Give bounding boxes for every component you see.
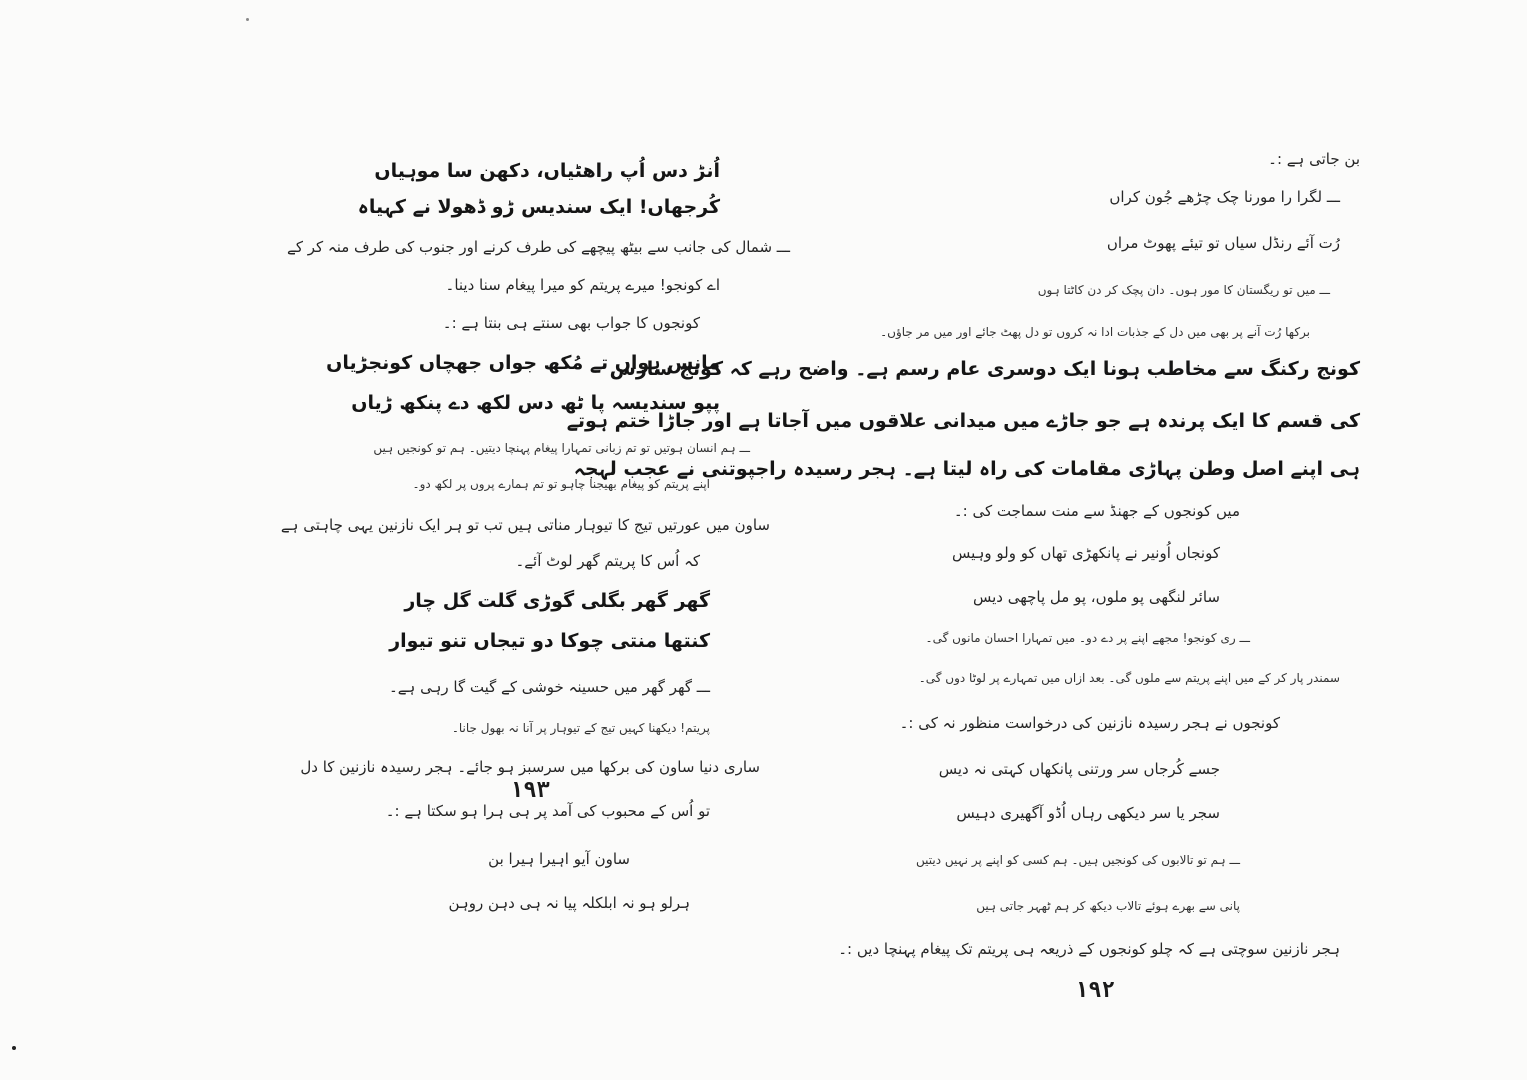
- text-line: سائر لنگھی پو ملوں، پو مل پاچھی دیس: [972, 588, 1220, 606]
- text-line: بن جاتی ہے :۔: [1268, 150, 1360, 168]
- text-line: کونجوں کا جواب بھی سنتے ہی بنتا ہے :۔: [442, 314, 700, 332]
- text-line: کونج رکنگ سے مخاطب ہونا ایک دوسری عام رسم ہے۔ واضح رہے کہ کونج سارس: [609, 358, 1360, 380]
- text-line: مانس ہواں تے مُکھ جواں جھچاں کونجڑیاں: [326, 352, 720, 374]
- text-line: ساری دنیا ساون کی برکھا میں سرسبز ہو جائے۔ ہجر رسیدہ نازنین کا دل: [300, 758, 760, 776]
- text-line: برکھا رُت آنے پر بھی میں دل کے جذبات ادا نہ کروں تو دل پھٹ جائے اور میں مر جاؤں۔: [880, 325, 1310, 339]
- text-line: اے کونجو! میرے پریتم کو میرا پیغام سنا دینا۔: [445, 276, 720, 294]
- text-line: ـــ گھر گھر میں حسینہ خوشی کے گیت گا رہی ہے۔: [388, 678, 710, 696]
- text-line: پپو سندیسہ پا ٹھ دس لکھ دے پنکھ ڑیاں: [351, 392, 720, 414]
- text-line: ـــ میں تو ریگستان کا مور ہوں۔ دان پچک کر دن کاٹتا ہوں: [1037, 283, 1330, 297]
- text-line: پانی سے بھرے ہوئے تالاب دیکھ کر ہم ٹھہر جاتی ہیں: [976, 899, 1240, 913]
- text-line: کُرجھاں! ایک سندیس ڑو ڈھولا نے کہیاہ: [357, 196, 720, 218]
- scan-speck: [246, 18, 249, 21]
- text-line: کونجاں اُونیر نے پانکھڑی تھاں کو ولو وہیس: [951, 544, 1220, 562]
- text-line: جسے کُرجاں سر ورتنی پانکھاں کہتی نہ دیس: [938, 760, 1220, 778]
- text-line: میں کونجوں کے جھنڈ سے منت سماجت کی :۔: [953, 502, 1240, 520]
- text-line: رُت آئے رنڈل سیاں تو تیئے پھوٹ مراں: [1106, 234, 1340, 252]
- text-line: ـــ لگرا را مورنا چک چڑھے جُون کراں: [1109, 188, 1340, 206]
- text-line: ہرلو ہو نہ ابلکلہ پیا نہ ہی دہن روہن: [448, 894, 690, 912]
- text-line: تو اُس کے محبوب کی آمد پر ہی ہرا ہو سکتا ہے :۔: [385, 802, 710, 820]
- text-line: کہ اُس کا پریتم گھر لوٹ آئے۔: [515, 552, 700, 570]
- text-line: ـــ ہم انسان ہوتیں تو تم زبانی تمہارا پیغام پہنچا دیتیں۔ ہم تو کونجیں ہیں: [373, 441, 750, 455]
- text-line: اُنڑ دس اُپ راھٹیاں، دکھن سا موہیاں: [374, 160, 720, 182]
- text-line: ہجر نازنین سوچتی ہے کہ چلو کونجوں کے ذریعہ ہی پریتم تک پیغام پہنچا دیں :۔: [838, 940, 1340, 958]
- page-number-right: ۱۹۲: [1075, 978, 1115, 1003]
- scan-speck: [12, 1046, 16, 1050]
- text-line: ہی اپنے اصل وطن پہاڑی مقامات کی راہ لیتا ہے۔ ہجر رسیدہ راجپوتنی نے عجب لہجہ: [573, 458, 1360, 480]
- text-line: ـــ شمال کی جانب سے بیٹھ پیچھے کی طرف کرنے اور جنوب کی طرف منہ کر کے: [287, 238, 790, 256]
- text-line: سجر یا سر دیکھی رہاں اُڈو آگھیری دہیس: [956, 804, 1220, 822]
- text-line: سمندر پار کر کے میں اپنے پریتم سے ملوں گی۔ بعد ازاں میں تمہارے پر لوٹا دوں گی۔: [918, 671, 1340, 685]
- text-line: گھر گھر بگلی گوڑی گلت گل چار: [404, 590, 710, 612]
- text-line: ـــ ہم تو تالابوں کی کونجیں ہیں۔ ہم کسی کو اپنے پر نہیں دیتیں: [916, 853, 1240, 867]
- text-line: کونجوں نے ہجر رسیدہ نازنین کی درخواست منظور نہ کی :۔: [899, 714, 1280, 732]
- text-line: ـــ ری کونجو! مجھے اپنے پر دے دو۔ میں تمہارا احسان مانوں گی۔: [925, 631, 1250, 645]
- text-line: اپنے پریتم کو پیغام بھیجنا چاہو تو تم ہمارے پروں پر لکھ دو۔: [412, 477, 710, 491]
- text-line: پریتم! دیکھنا کہیں تیج کے تیوہار پر آنا نہ بھول جانا۔: [451, 721, 710, 735]
- text-line: کی قسم کا ایک پرندہ ہے جو جاڑے میں میدانی علاقوں میں آجاتا ہے اور جاڑا ختم ہوتے: [566, 410, 1360, 432]
- text-line: کنتھا منتی چوکا دو تیجاں تنو تیوار: [389, 630, 710, 652]
- text-line: ساون میں عورتیں تیج کا تیوہار مناتی ہیں تب تو ہر ایک نازنین یہی چاہتی ہے: [280, 516, 770, 534]
- text-line: ساون آیو اہیرا ہیرا بن: [488, 850, 630, 868]
- page-number-left: ۱۹۳: [510, 778, 550, 803]
